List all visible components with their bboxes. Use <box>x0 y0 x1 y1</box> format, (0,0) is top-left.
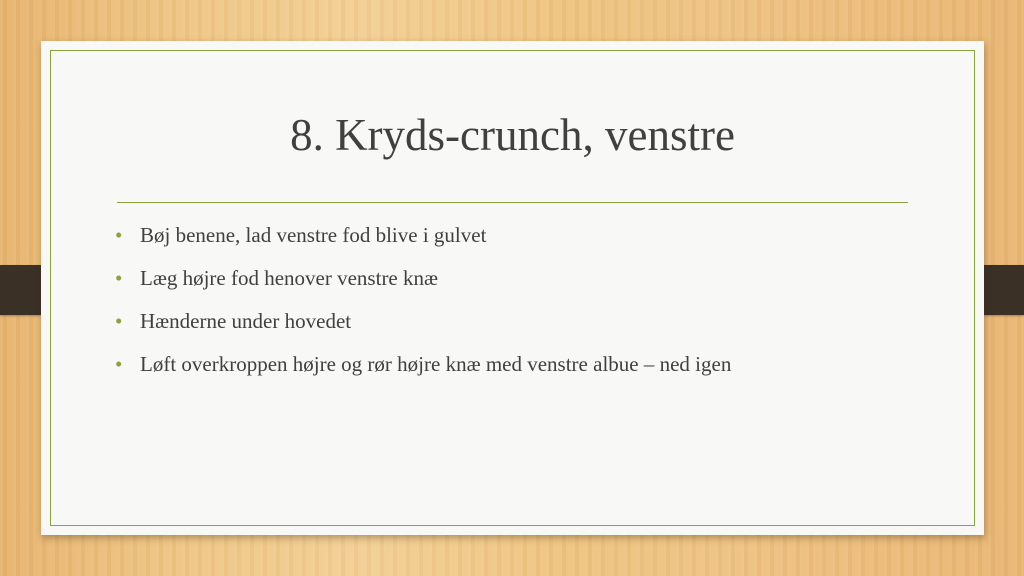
bullet-item <box>115 221 731 249</box>
bullet-dot-icon: • <box>115 309 123 333</box>
bullet-text: Læg højre fod henover venstre knæ <box>140 266 439 290</box>
bullet-dot-icon: • <box>115 352 123 376</box>
bullet-text: Løft overkroppen højre og rør højre knæ med venstre albue – ned igen <box>140 352 732 376</box>
bullet-list <box>115 221 731 393</box>
bullet-dot-icon: • <box>115 223 123 247</box>
title-divider <box>117 202 908 203</box>
slide-title: 8. Kryds-crunch, venstre <box>290 110 735 160</box>
bullet-text: Bøj benene, lad venstre fod blive i gulvet <box>140 223 487 247</box>
bullet-item <box>115 264 731 292</box>
slide-paper <box>41 41 984 535</box>
bullet-item <box>115 307 731 335</box>
bullet-item <box>115 350 731 378</box>
bullet-dot-icon: • <box>115 266 123 290</box>
bullet-text: Hænderne under hovedet <box>140 309 352 333</box>
